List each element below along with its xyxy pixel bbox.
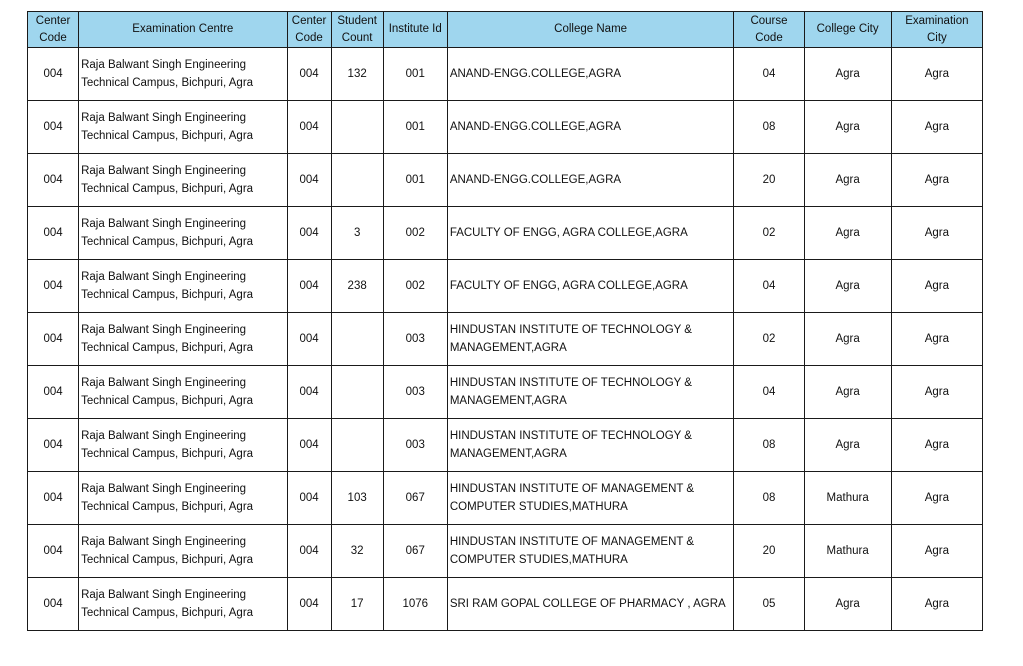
cell-course-code <box>734 260 804 313</box>
cell-course-code-text: 08 <box>762 439 776 451</box>
cell-college-name-text: COMPUTER STUDIES,MATHURA <box>449 501 628 513</box>
cell-student-count <box>331 472 383 525</box>
cell-examination-centre-text: Technical Campus, Bichpuri, Agra <box>81 77 254 89</box>
cell-course-code <box>734 578 804 631</box>
cell-course-code <box>734 313 804 366</box>
cell-college-city <box>804 578 891 631</box>
cell-student-count <box>331 48 383 101</box>
cell-center-code <box>28 260 79 313</box>
cell-examination-centre-text: Raja Balwant Singh Engineering <box>81 271 247 283</box>
cell-student-count <box>331 260 383 313</box>
cell-college-city-text: Agra <box>835 386 860 398</box>
cell-college-name <box>447 101 734 154</box>
cell-institute-id-text: 067 <box>405 492 425 504</box>
cell-college-name-text: ANAND-ENGG.COLLEGE,AGRA <box>449 121 622 133</box>
cell-examination-centre-text: Technical Campus, Bichpuri, Agra <box>81 342 254 354</box>
cell-examination-centre-text: Technical Campus, Bichpuri, Agra <box>81 607 254 619</box>
cell-examination-centre-text: Raja Balwant Singh Engineering <box>81 324 247 336</box>
cell-center-code-text: 004 <box>43 386 63 398</box>
cell-institute-id-text: 002 <box>405 227 425 239</box>
cell-examination-city <box>891 207 982 260</box>
cell-examination-centre <box>79 419 287 472</box>
cell-college-city-text: Agra <box>835 121 860 133</box>
cell-examination-centre-text: Raja Balwant Singh Engineering <box>81 218 247 230</box>
cell-examination-centre-text: Technical Campus, Bichpuri, Agra <box>81 183 254 195</box>
cell-examination-centre <box>79 154 287 207</box>
cell-examination-city <box>891 101 982 154</box>
cell-college-name-text: MANAGEMENT,AGRA <box>449 395 567 407</box>
cell-examination-city <box>891 154 982 207</box>
cell-institute-id-text: 003 <box>405 333 425 345</box>
cell-college-name-text: HINDUSTAN INSTITUTE OF TECHNOLOGY & <box>449 430 692 442</box>
cell-college-name <box>447 472 734 525</box>
cell-examination-centre-text: Raja Balwant Singh Engineering <box>81 589 247 601</box>
cell-center-code-2-text: 004 <box>299 386 319 398</box>
cell-course-code <box>734 101 804 154</box>
cell-center-code-text: 004 <box>43 280 63 292</box>
cell-examination-centre-text: Technical Campus, Bichpuri, Agra <box>81 289 254 301</box>
cell-college-name-text: MANAGEMENT,AGRA <box>449 448 567 460</box>
cell-center-code-2-text: 004 <box>299 227 319 239</box>
cell-student-count-text: 3 <box>353 227 361 239</box>
cell-college-name <box>447 48 734 101</box>
cell-examination-city <box>891 313 982 366</box>
header-college-city: College City <box>804 12 891 48</box>
cell-institute-id <box>383 472 447 525</box>
cell-center-code-text: 004 <box>43 174 63 186</box>
cell-center-code-2-text: 004 <box>299 174 319 186</box>
cell-student-count-text: 132 <box>347 68 367 80</box>
cell-college-city <box>804 101 891 154</box>
cell-examination-centre <box>79 260 287 313</box>
cell-examination-city-text: Agra <box>924 174 949 186</box>
cell-course-code-text: 04 <box>762 386 776 398</box>
cell-institute-id-text: 001 <box>405 121 425 133</box>
cell-center-code <box>28 366 79 419</box>
cell-examination-city-text: Agra <box>924 227 949 239</box>
cell-course-code <box>734 48 804 101</box>
header-examination-city: Examination City <box>891 12 982 48</box>
cell-college-city-text: Mathura <box>826 545 869 557</box>
cell-college-city-text: Agra <box>835 68 860 80</box>
cell-examination-centre-text: Raja Balwant Singh Engineering <box>81 430 247 442</box>
cell-examination-city <box>891 525 982 578</box>
cell-center-code <box>28 313 79 366</box>
cell-center-code-2 <box>287 48 331 101</box>
cell-student-count-text: 103 <box>347 492 367 504</box>
cell-center-code-2 <box>287 101 331 154</box>
cell-course-code-text: 02 <box>762 333 776 345</box>
cell-examination-city-text: Agra <box>924 439 949 451</box>
cell-college-name-text: HINDUSTAN INSTITUTE OF MANAGEMENT & <box>449 536 695 548</box>
cell-college-name-text: SRI RAM GOPAL COLLEGE OF PHARMACY , AGRA <box>449 598 726 610</box>
table-row <box>28 578 983 631</box>
cell-course-code-text: 20 <box>762 545 776 557</box>
cell-examination-city <box>891 578 982 631</box>
cell-college-city-text: Agra <box>835 280 860 292</box>
cell-examination-centre-text: Raja Balwant Singh Engineering <box>81 112 247 124</box>
cell-student-count-text: 32 <box>350 545 364 557</box>
cell-center-code-text: 004 <box>43 439 63 451</box>
cell-examination-city <box>891 366 982 419</box>
cell-institute-id <box>383 419 447 472</box>
cell-center-code-2-text: 004 <box>299 598 319 610</box>
header-center-code-2: Center Code <box>287 12 331 48</box>
cell-college-city <box>804 472 891 525</box>
cell-center-code-2-text: 004 <box>299 68 319 80</box>
cell-examination-centre-text: Raja Balwant Singh Engineering <box>81 59 247 71</box>
cell-student-count-text: 238 <box>347 280 367 292</box>
cell-college-city <box>804 313 891 366</box>
cell-institute-id <box>383 101 447 154</box>
cell-institute-id-text: 003 <box>405 439 425 451</box>
cell-college-name <box>447 366 734 419</box>
cell-college-city-text: Agra <box>835 598 860 610</box>
cell-examination-centre <box>79 101 287 154</box>
cell-center-code-2-text: 004 <box>299 333 319 345</box>
cell-center-code-2-text: 004 <box>299 121 319 133</box>
cell-college-name <box>447 260 734 313</box>
cell-center-code-text: 004 <box>43 333 63 345</box>
cell-examination-city <box>891 260 982 313</box>
cell-center-code-2 <box>287 525 331 578</box>
cell-course-code-text: 02 <box>762 227 776 239</box>
cell-center-code <box>28 154 79 207</box>
cell-student-count-text: 17 <box>350 598 364 610</box>
cell-course-code-text: 20 <box>762 174 776 186</box>
cell-institute-id <box>383 578 447 631</box>
cell-examination-city-text: Agra <box>924 121 949 133</box>
cell-college-city-text: Mathura <box>826 492 869 504</box>
cell-institute-id <box>383 525 447 578</box>
cell-institute-id <box>383 260 447 313</box>
cell-examination-city-text: Agra <box>924 386 949 398</box>
cell-course-code <box>734 419 804 472</box>
cell-center-code-2 <box>287 578 331 631</box>
cell-examination-centre-text: Raja Balwant Singh Engineering <box>81 536 247 548</box>
cell-college-city <box>804 207 891 260</box>
cell-center-code-text: 004 <box>43 545 63 557</box>
exam-allocation-table <box>27 11 983 631</box>
cell-college-name <box>447 207 734 260</box>
cell-examination-centre-text: Technical Campus, Bichpuri, Agra <box>81 554 254 566</box>
cell-examination-centre-text: Technical Campus, Bichpuri, Agra <box>81 395 254 407</box>
header-institute-id: Institute Id <box>383 12 447 48</box>
header-college-name: College Name <box>447 12 734 48</box>
cell-center-code-text: 004 <box>43 68 63 80</box>
cell-college-name <box>447 313 734 366</box>
cell-center-code <box>28 101 79 154</box>
cell-college-name-text: MANAGEMENT,AGRA <box>449 342 567 354</box>
cell-course-code-text: 04 <box>762 68 776 80</box>
cell-course-code-text: 05 <box>762 598 776 610</box>
cell-institute-id <box>383 313 447 366</box>
cell-college-name-text: FACULTY OF ENGG, AGRA COLLEGE,AGRA <box>449 280 688 292</box>
cell-examination-centre <box>79 313 287 366</box>
cell-student-count <box>331 101 383 154</box>
cell-institute-id <box>383 366 447 419</box>
cell-student-count <box>331 154 383 207</box>
table-row <box>28 525 983 578</box>
cell-course-code-text: 04 <box>762 280 776 292</box>
header-center-code: Center Code <box>28 12 79 48</box>
cell-center-code-2 <box>287 154 331 207</box>
cell-examination-city-text: Agra <box>924 492 949 504</box>
cell-center-code <box>28 472 79 525</box>
cell-examination-centre <box>79 207 287 260</box>
cell-examination-centre <box>79 472 287 525</box>
cell-course-code <box>734 472 804 525</box>
cell-college-name <box>447 525 734 578</box>
cell-institute-id <box>383 154 447 207</box>
cell-college-city <box>804 154 891 207</box>
cell-institute-id-text: 067 <box>405 545 425 557</box>
cell-examination-centre-text: Technical Campus, Bichpuri, Agra <box>81 236 254 248</box>
cell-institute-id-text: 001 <box>405 68 425 80</box>
cell-center-code <box>28 207 79 260</box>
cell-student-count <box>331 313 383 366</box>
cell-college-name-text: HINDUSTAN INSTITUTE OF TECHNOLOGY & <box>449 377 692 389</box>
table-row <box>28 101 983 154</box>
cell-institute-id-text: 003 <box>405 386 425 398</box>
cell-examination-centre-text: Technical Campus, Bichpuri, Agra <box>81 448 254 460</box>
cell-examination-centre <box>79 578 287 631</box>
cell-institute-id <box>383 48 447 101</box>
cell-student-count <box>331 366 383 419</box>
cell-examination-city <box>891 472 982 525</box>
cell-center-code-2 <box>287 419 331 472</box>
cell-course-code <box>734 207 804 260</box>
table-row <box>28 260 983 313</box>
cell-college-city <box>804 366 891 419</box>
cell-student-count <box>331 525 383 578</box>
header-student-count: Student Count <box>331 12 383 48</box>
cell-examination-centre <box>79 366 287 419</box>
cell-center-code-text: 004 <box>43 492 63 504</box>
table-row <box>28 207 983 260</box>
header-examination-centre: Examination Centre <box>79 12 287 48</box>
cell-center-code-2 <box>287 472 331 525</box>
cell-center-code <box>28 48 79 101</box>
cell-college-name-text: COMPUTER STUDIES,MATHURA <box>449 554 628 566</box>
cell-examination-centre <box>79 48 287 101</box>
cell-college-name-text: HINDUSTAN INSTITUTE OF MANAGEMENT & <box>449 483 695 495</box>
cell-college-city <box>804 48 891 101</box>
cell-center-code-2 <box>287 207 331 260</box>
cell-examination-city-text: Agra <box>924 280 949 292</box>
table-row <box>28 419 983 472</box>
cell-examination-city-text: Agra <box>924 333 949 345</box>
cell-college-city <box>804 525 891 578</box>
cell-course-code-text: 08 <box>762 121 776 133</box>
table-row <box>28 366 983 419</box>
cell-college-city <box>804 260 891 313</box>
cell-center-code-2 <box>287 366 331 419</box>
cell-student-count <box>331 578 383 631</box>
header-row <box>28 12 983 48</box>
cell-center-code-2-text: 004 <box>299 545 319 557</box>
cell-examination-centre-text: Technical Campus, Bichpuri, Agra <box>81 130 254 142</box>
cell-college-city-text: Agra <box>835 333 860 345</box>
cell-center-code-2 <box>287 313 331 366</box>
cell-college-name <box>447 154 734 207</box>
cell-college-name-text: HINDUSTAN INSTITUTE OF TECHNOLOGY & <box>449 324 692 336</box>
cell-institute-id-text: 001 <box>405 174 425 186</box>
cell-college-name <box>447 419 734 472</box>
cell-college-name <box>447 578 734 631</box>
cell-examination-city-text: Agra <box>924 68 949 80</box>
cell-college-city-text: Agra <box>835 227 860 239</box>
cell-center-code-text: 004 <box>43 598 63 610</box>
cell-student-count <box>331 207 383 260</box>
cell-examination-city <box>891 419 982 472</box>
cell-course-code <box>734 525 804 578</box>
cell-center-code-2 <box>287 260 331 313</box>
cell-center-code-2-text: 004 <box>299 492 319 504</box>
table-row <box>28 313 983 366</box>
table-row <box>28 48 983 101</box>
cell-course-code-text: 08 <box>762 492 776 504</box>
cell-examination-city-text: Agra <box>924 598 949 610</box>
cell-college-name-text: FACULTY OF ENGG, AGRA COLLEGE,AGRA <box>449 227 688 239</box>
cell-college-city <box>804 419 891 472</box>
cell-college-name-text: ANAND-ENGG.COLLEGE,AGRA <box>449 68 622 80</box>
cell-examination-centre-text: Raja Balwant Singh Engineering <box>81 377 247 389</box>
cell-center-code-text: 004 <box>43 227 63 239</box>
cell-examination-centre-text: Raja Balwant Singh Engineering <box>81 483 247 495</box>
cell-course-code <box>734 366 804 419</box>
cell-institute-id-text: 1076 <box>402 598 429 610</box>
cell-center-code <box>28 525 79 578</box>
cell-examination-city-text: Agra <box>924 545 949 557</box>
header-course-code: Course Code <box>734 12 804 48</box>
cell-center-code-text: 004 <box>43 121 63 133</box>
cell-center-code-2-text: 004 <box>299 439 319 451</box>
cell-institute-id <box>383 207 447 260</box>
cell-course-code <box>734 154 804 207</box>
table-row <box>28 154 983 207</box>
cell-student-count <box>331 419 383 472</box>
cell-examination-centre-text: Raja Balwant Singh Engineering <box>81 165 247 177</box>
cell-center-code <box>28 578 79 631</box>
cell-center-code-2-text: 004 <box>299 280 319 292</box>
cell-center-code <box>28 419 79 472</box>
cell-institute-id-text: 002 <box>405 280 425 292</box>
cell-examination-centre <box>79 525 287 578</box>
table-row <box>28 472 983 525</box>
cell-examination-centre-text: Technical Campus, Bichpuri, Agra <box>81 501 254 513</box>
cell-college-name-text: ANAND-ENGG.COLLEGE,AGRA <box>449 174 622 186</box>
cell-college-city-text: Agra <box>835 439 860 451</box>
cell-examination-city <box>891 48 982 101</box>
cell-college-city-text: Agra <box>835 174 860 186</box>
